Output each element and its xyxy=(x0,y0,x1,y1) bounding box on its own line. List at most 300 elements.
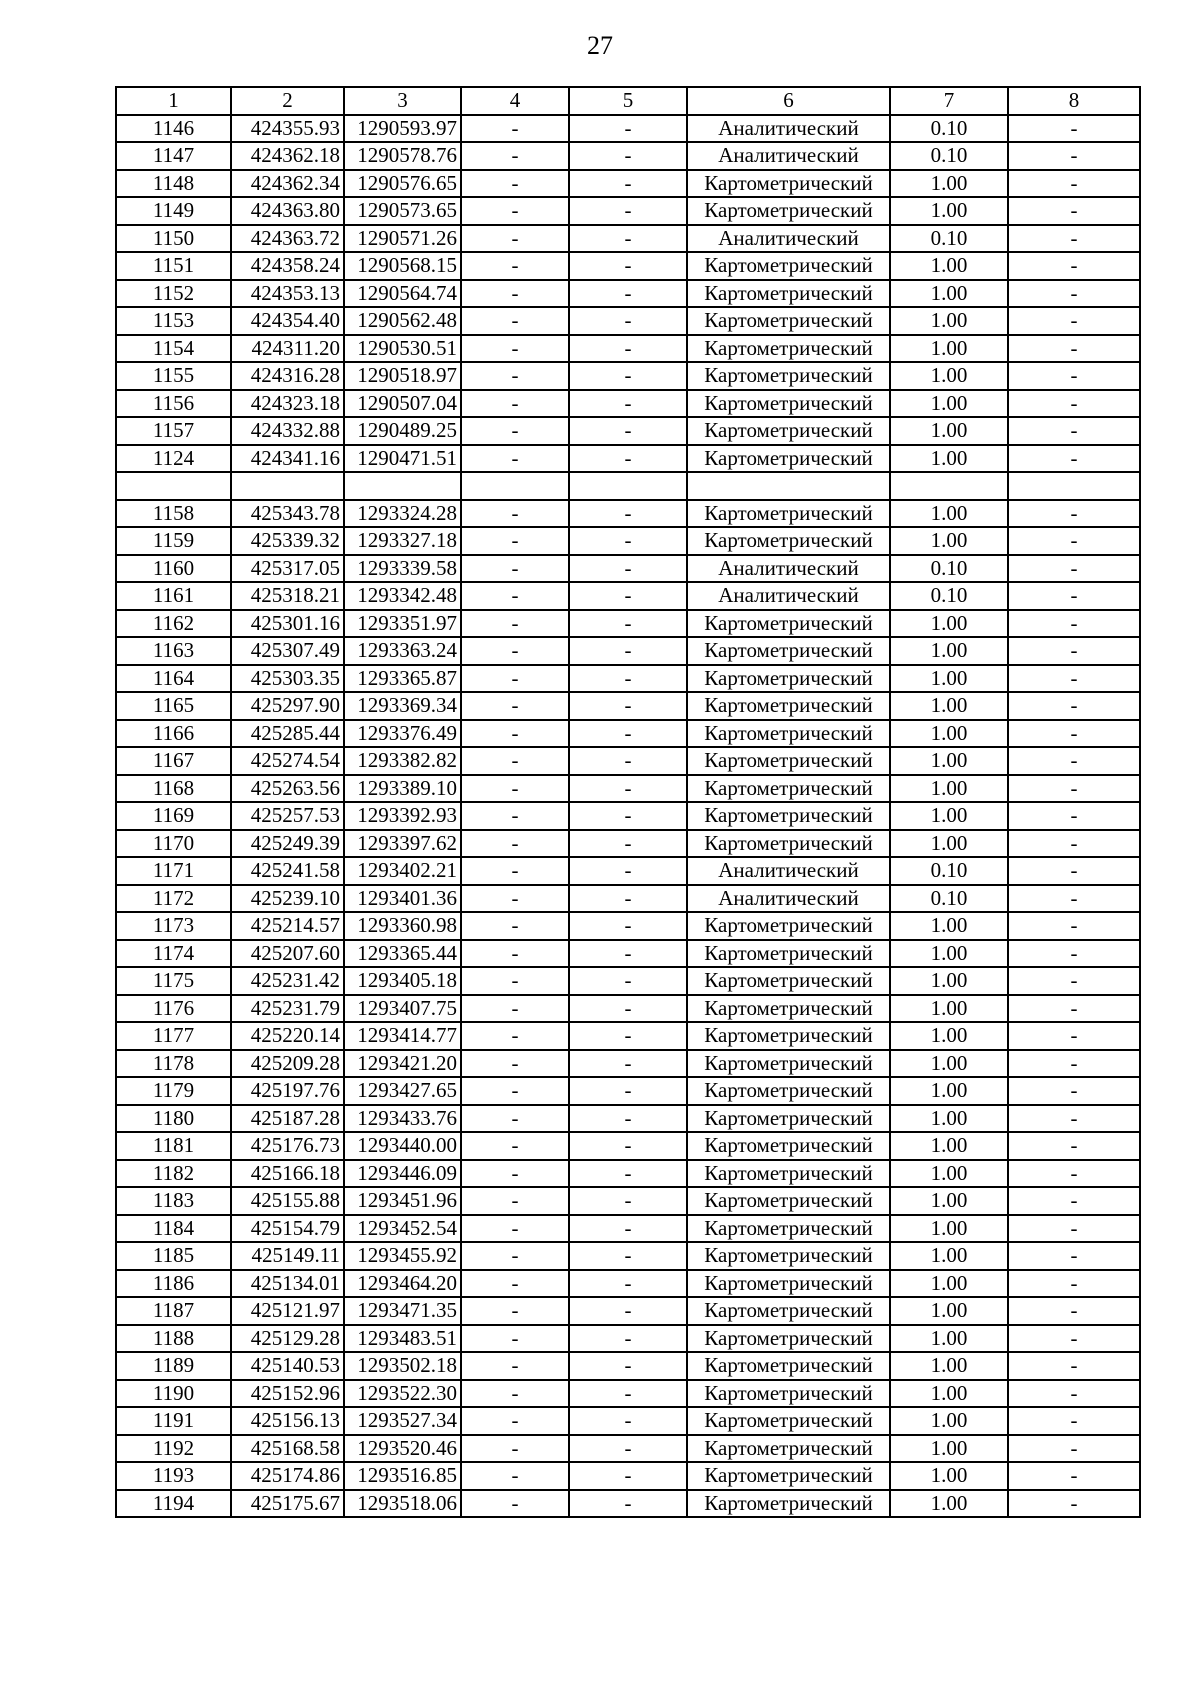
column-4-cell: - xyxy=(461,1105,569,1133)
method-cell: Картометрический xyxy=(687,665,890,693)
column-8-cell: - xyxy=(1008,1297,1140,1325)
table-row xyxy=(116,1215,1140,1243)
method-cell: Картометрический xyxy=(687,637,890,665)
method-cell: Картометрический xyxy=(687,830,890,858)
table-row xyxy=(116,1407,1140,1435)
y-coordinate-cell: 1293421.20 xyxy=(344,1050,461,1078)
point-number-cell: 1167 xyxy=(116,747,231,775)
point-number-cell: 1157 xyxy=(116,417,231,445)
column-5-cell: - xyxy=(569,1215,687,1243)
y-coordinate-cell: 1293518.06 xyxy=(344,1490,461,1518)
method-cell: Картометрический xyxy=(687,912,890,940)
method-cell: Картометрический xyxy=(687,802,890,830)
table-row xyxy=(116,830,1140,858)
accuracy-cell: 1.00 xyxy=(890,1077,1008,1105)
method-cell: Картометрический xyxy=(687,1407,890,1435)
table-row xyxy=(116,252,1140,280)
x-coordinate-cell: 425152.96 xyxy=(231,1380,344,1408)
y-coordinate-cell: 1293427.65 xyxy=(344,1077,461,1105)
column-5-cell xyxy=(569,472,687,500)
point-number-cell: 1185 xyxy=(116,1242,231,1270)
column-8-cell: - xyxy=(1008,555,1140,583)
accuracy-cell: 1.00 xyxy=(890,1407,1008,1435)
accuracy-cell: 1.00 xyxy=(890,940,1008,968)
column-4-cell: - xyxy=(461,417,569,445)
y-coordinate-cell: 1293464.20 xyxy=(344,1270,461,1298)
column-5-cell: - xyxy=(569,1132,687,1160)
column-4-cell: - xyxy=(461,582,569,610)
method-cell: Картометрический xyxy=(687,1297,890,1325)
point-number-cell: 1189 xyxy=(116,1352,231,1380)
point-number-cell: 1124 xyxy=(116,445,231,473)
accuracy-cell: 1.00 xyxy=(890,1325,1008,1353)
x-coordinate-cell: 424341.16 xyxy=(231,445,344,473)
x-coordinate-cell: 425149.11 xyxy=(231,1242,344,1270)
y-coordinate-cell: 1293440.00 xyxy=(344,1132,461,1160)
point-number-cell: 1153 xyxy=(116,307,231,335)
y-coordinate-cell: 1290578.76 xyxy=(344,142,461,170)
method-cell: Картометрический xyxy=(687,280,890,308)
method-cell: Картометрический xyxy=(687,720,890,748)
x-coordinate-cell: 425166.18 xyxy=(231,1160,344,1188)
column-8-cell: - xyxy=(1008,637,1140,665)
column-5-cell: - xyxy=(569,610,687,638)
y-coordinate-cell: 1293360.98 xyxy=(344,912,461,940)
x-coordinate-cell: 425231.79 xyxy=(231,995,344,1023)
table-row xyxy=(116,802,1140,830)
column-5-cell: - xyxy=(569,720,687,748)
column-4-cell xyxy=(461,472,569,500)
accuracy-cell: 1.00 xyxy=(890,1215,1008,1243)
y-coordinate-cell: 1293471.35 xyxy=(344,1297,461,1325)
column-4-cell: - xyxy=(461,1187,569,1215)
column-5-cell: - xyxy=(569,1435,687,1463)
accuracy-cell: 1.00 xyxy=(890,445,1008,473)
y-coordinate-cell: 1290489.25 xyxy=(344,417,461,445)
y-coordinate-cell: 1290564.74 xyxy=(344,280,461,308)
column-4-cell: - xyxy=(461,280,569,308)
accuracy-cell: 1.00 xyxy=(890,747,1008,775)
column-4-cell: - xyxy=(461,610,569,638)
point-number-cell: 1171 xyxy=(116,857,231,885)
accuracy-cell: 1.00 xyxy=(890,1435,1008,1463)
y-coordinate-cell xyxy=(344,472,461,500)
column-8-cell: - xyxy=(1008,307,1140,335)
x-coordinate-cell: 424316.28 xyxy=(231,362,344,390)
accuracy-cell: 1.00 xyxy=(890,1490,1008,1518)
point-number-cell: 1177 xyxy=(116,1022,231,1050)
x-coordinate-cell: 425129.28 xyxy=(231,1325,344,1353)
y-coordinate-cell: 1290571.26 xyxy=(344,225,461,253)
method-cell: Картометрический xyxy=(687,747,890,775)
column-4-cell: - xyxy=(461,885,569,913)
y-coordinate-cell: 1293516.85 xyxy=(344,1462,461,1490)
point-number-cell: 1174 xyxy=(116,940,231,968)
method-cell: Картометрический xyxy=(687,1215,890,1243)
column-4-cell: - xyxy=(461,857,569,885)
table-row xyxy=(116,472,1140,500)
table-row xyxy=(116,747,1140,775)
column-4-cell: - xyxy=(461,802,569,830)
y-coordinate-cell: 1293455.92 xyxy=(344,1242,461,1270)
y-coordinate-cell: 1293376.49 xyxy=(344,720,461,748)
column-5-cell: - xyxy=(569,940,687,968)
x-coordinate-cell: 425207.60 xyxy=(231,940,344,968)
point-number-cell: 1179 xyxy=(116,1077,231,1105)
accuracy-cell: 1.00 xyxy=(890,417,1008,445)
method-cell: Картометрический xyxy=(687,1187,890,1215)
column-8-cell: - xyxy=(1008,1077,1140,1105)
accuracy-cell: 0.10 xyxy=(890,857,1008,885)
accuracy-cell: 1.00 xyxy=(890,362,1008,390)
column-5-cell: - xyxy=(569,527,687,555)
column-8-cell: - xyxy=(1008,857,1140,885)
point-number-cell: 1162 xyxy=(116,610,231,638)
column-5-cell: - xyxy=(569,1270,687,1298)
point-number-cell: 1160 xyxy=(116,555,231,583)
column-8-cell: - xyxy=(1008,142,1140,170)
coordinates-table xyxy=(115,86,1141,1518)
table-row xyxy=(116,390,1140,418)
y-coordinate-cell: 1290518.97 xyxy=(344,362,461,390)
x-coordinate-cell: 425285.44 xyxy=(231,720,344,748)
accuracy-cell: 0.10 xyxy=(890,582,1008,610)
column-5-cell: - xyxy=(569,995,687,1023)
y-coordinate-cell: 1290576.65 xyxy=(344,170,461,198)
column-4-cell: - xyxy=(461,1050,569,1078)
column-5-cell: - xyxy=(569,555,687,583)
column-header: 8 xyxy=(1008,87,1140,115)
y-coordinate-cell: 1293389.10 xyxy=(344,775,461,803)
column-8-cell: - xyxy=(1008,335,1140,363)
column-4-cell: - xyxy=(461,1435,569,1463)
table-row xyxy=(116,1050,1140,1078)
point-number-cell: 1194 xyxy=(116,1490,231,1518)
column-4-cell: - xyxy=(461,1077,569,1105)
column-5-cell: - xyxy=(569,912,687,940)
x-coordinate-cell: 424363.72 xyxy=(231,225,344,253)
table-row xyxy=(116,527,1140,555)
column-5-cell: - xyxy=(569,967,687,995)
accuracy-cell: 1.00 xyxy=(890,390,1008,418)
column-4-cell: - xyxy=(461,170,569,198)
column-5-cell: - xyxy=(569,802,687,830)
column-4-cell: - xyxy=(461,940,569,968)
table-row xyxy=(116,197,1140,225)
table-row xyxy=(116,500,1140,528)
accuracy-cell: 0.10 xyxy=(890,885,1008,913)
x-coordinate-cell: 425155.88 xyxy=(231,1187,344,1215)
accuracy-cell: 1.00 xyxy=(890,1462,1008,1490)
x-coordinate-cell: 424353.13 xyxy=(231,280,344,308)
page-number: 27 xyxy=(587,31,613,60)
column-4-cell: - xyxy=(461,362,569,390)
x-coordinate-cell: 425209.28 xyxy=(231,1050,344,1078)
accuracy-cell: 1.00 xyxy=(890,692,1008,720)
y-coordinate-cell: 1293401.36 xyxy=(344,885,461,913)
method-cell: Картометрический xyxy=(687,610,890,638)
column-8-cell: - xyxy=(1008,225,1140,253)
method-cell: Картометрический xyxy=(687,1160,890,1188)
table-row xyxy=(116,362,1140,390)
method-cell: Картометрический xyxy=(687,390,890,418)
column-8-cell: - xyxy=(1008,665,1140,693)
y-coordinate-cell: 1293324.28 xyxy=(344,500,461,528)
column-8-cell: - xyxy=(1008,747,1140,775)
y-coordinate-cell: 1293433.76 xyxy=(344,1105,461,1133)
point-number-cell: 1166 xyxy=(116,720,231,748)
table-row xyxy=(116,1132,1140,1160)
table-row xyxy=(116,1462,1140,1490)
column-8-cell: - xyxy=(1008,995,1140,1023)
method-cell: Картометрический xyxy=(687,692,890,720)
accuracy-cell: 1.00 xyxy=(890,307,1008,335)
point-number-cell: 1146 xyxy=(116,115,231,143)
point-number-cell: 1186 xyxy=(116,1270,231,1298)
column-4-cell: - xyxy=(461,637,569,665)
y-coordinate-cell: 1293365.44 xyxy=(344,940,461,968)
x-coordinate-cell: 425121.97 xyxy=(231,1297,344,1325)
column-8-cell: - xyxy=(1008,390,1140,418)
column-5-cell: - xyxy=(569,170,687,198)
table-row xyxy=(116,967,1140,995)
x-coordinate-cell: 424332.88 xyxy=(231,417,344,445)
point-number-cell: 1169 xyxy=(116,802,231,830)
method-cell: Картометрический xyxy=(687,417,890,445)
accuracy-cell: 1.00 xyxy=(890,1187,1008,1215)
point-number-cell: 1172 xyxy=(116,885,231,913)
x-coordinate-cell: 425231.42 xyxy=(231,967,344,995)
x-coordinate-cell: 425297.90 xyxy=(231,692,344,720)
column-5-cell: - xyxy=(569,1077,687,1105)
column-8-cell: - xyxy=(1008,1435,1140,1463)
column-8-cell: - xyxy=(1008,885,1140,913)
column-8-cell: - xyxy=(1008,1352,1140,1380)
column-4-cell: - xyxy=(461,1380,569,1408)
point-number-cell: 1148 xyxy=(116,170,231,198)
method-cell: Аналитический xyxy=(687,582,890,610)
method-cell: Картометрический xyxy=(687,1325,890,1353)
method-cell: Картометрический xyxy=(687,1050,890,1078)
method-cell: Аналитический xyxy=(687,115,890,143)
x-coordinate-cell: 424358.24 xyxy=(231,252,344,280)
x-coordinate-cell: 425263.56 xyxy=(231,775,344,803)
point-number-cell: 1181 xyxy=(116,1132,231,1160)
point-number-cell: 1158 xyxy=(116,500,231,528)
column-5-cell: - xyxy=(569,142,687,170)
y-coordinate-cell: 1293446.09 xyxy=(344,1160,461,1188)
method-cell: Картометрический xyxy=(687,1352,890,1380)
y-coordinate-cell: 1293414.77 xyxy=(344,1022,461,1050)
point-number-cell: 1190 xyxy=(116,1380,231,1408)
method-cell: Аналитический xyxy=(687,885,890,913)
x-coordinate-cell: 425241.58 xyxy=(231,857,344,885)
column-5-cell: - xyxy=(569,197,687,225)
accuracy-cell: 1.00 xyxy=(890,1022,1008,1050)
table-row xyxy=(116,912,1140,940)
column-4-cell: - xyxy=(461,665,569,693)
column-8-cell: - xyxy=(1008,1462,1140,1490)
column-4-cell: - xyxy=(461,1325,569,1353)
table-row xyxy=(116,1077,1140,1105)
accuracy-cell: 1.00 xyxy=(890,610,1008,638)
accuracy-cell: 1.00 xyxy=(890,967,1008,995)
column-4-cell: - xyxy=(461,252,569,280)
column-4-cell: - xyxy=(461,527,569,555)
y-coordinate-cell: 1293520.46 xyxy=(344,1435,461,1463)
column-header: 1 xyxy=(116,87,231,115)
x-coordinate-cell: 425197.76 xyxy=(231,1077,344,1105)
column-8-cell: - xyxy=(1008,1105,1140,1133)
accuracy-cell: 1.00 xyxy=(890,1297,1008,1325)
column-5-cell: - xyxy=(569,500,687,528)
x-coordinate-cell: 425239.10 xyxy=(231,885,344,913)
y-coordinate-cell: 1293402.21 xyxy=(344,857,461,885)
column-4-cell: - xyxy=(461,1490,569,1518)
method-cell: Картометрический xyxy=(687,1462,890,1490)
column-8-cell: - xyxy=(1008,1187,1140,1215)
column-header: 7 xyxy=(890,87,1008,115)
table-row xyxy=(116,1352,1140,1380)
column-4-cell: - xyxy=(461,1407,569,1435)
column-5-cell: - xyxy=(569,1490,687,1518)
column-4-cell: - xyxy=(461,335,569,363)
y-coordinate-cell: 1293405.18 xyxy=(344,967,461,995)
x-coordinate-cell: 425214.57 xyxy=(231,912,344,940)
column-8-cell: - xyxy=(1008,830,1140,858)
column-5-cell: - xyxy=(569,225,687,253)
column-8-cell: - xyxy=(1008,500,1140,528)
table-row xyxy=(116,582,1140,610)
column-4-cell: - xyxy=(461,1022,569,1050)
x-coordinate-cell: 425156.13 xyxy=(231,1407,344,1435)
x-coordinate-cell: 425274.54 xyxy=(231,747,344,775)
column-4-cell: - xyxy=(461,225,569,253)
column-5-cell: - xyxy=(569,665,687,693)
column-5-cell: - xyxy=(569,1407,687,1435)
method-cell: Картометрический xyxy=(687,527,890,555)
column-4-cell: - xyxy=(461,445,569,473)
method-cell: Картометрический xyxy=(687,967,890,995)
method-cell: Картометрический xyxy=(687,940,890,968)
method-cell: Картометрический xyxy=(687,1022,890,1050)
table-row xyxy=(116,1160,1140,1188)
point-number-cell: 1191 xyxy=(116,1407,231,1435)
column-5-cell: - xyxy=(569,417,687,445)
column-8-cell: - xyxy=(1008,197,1140,225)
table-header-row xyxy=(116,87,1140,115)
point-number-cell: 1187 xyxy=(116,1297,231,1325)
x-coordinate-cell: 424323.18 xyxy=(231,390,344,418)
point-number-cell: 1159 xyxy=(116,527,231,555)
table-row xyxy=(116,995,1140,1023)
method-cell: Картометрический xyxy=(687,1270,890,1298)
x-coordinate-cell: 425134.01 xyxy=(231,1270,344,1298)
table-row xyxy=(116,1380,1140,1408)
accuracy-cell: 1.00 xyxy=(890,527,1008,555)
column-4-cell: - xyxy=(461,1215,569,1243)
column-header: 6 xyxy=(687,87,890,115)
column-4-cell: - xyxy=(461,747,569,775)
column-8-cell: - xyxy=(1008,1380,1140,1408)
method-cell: Картометрический xyxy=(687,1077,890,1105)
x-coordinate-cell: 425168.58 xyxy=(231,1435,344,1463)
column-4-cell: - xyxy=(461,720,569,748)
y-coordinate-cell: 1290593.97 xyxy=(344,115,461,143)
accuracy-cell: 1.00 xyxy=(890,1132,1008,1160)
y-coordinate-cell: 1290568.15 xyxy=(344,252,461,280)
column-5-cell: - xyxy=(569,775,687,803)
accuracy-cell: 1.00 xyxy=(890,1160,1008,1188)
column-4-cell: - xyxy=(461,1297,569,1325)
table-row xyxy=(116,335,1140,363)
point-number-cell: 1156 xyxy=(116,390,231,418)
column-header: 5 xyxy=(569,87,687,115)
x-coordinate-cell: 425220.14 xyxy=(231,1022,344,1050)
y-coordinate-cell: 1293522.30 xyxy=(344,1380,461,1408)
column-8-cell: - xyxy=(1008,1242,1140,1270)
x-coordinate-cell: 425187.28 xyxy=(231,1105,344,1133)
column-5-cell: - xyxy=(569,1297,687,1325)
point-number-cell: 1147 xyxy=(116,142,231,170)
method-cell: Картометрический xyxy=(687,1105,890,1133)
x-coordinate-cell: 424363.80 xyxy=(231,197,344,225)
column-5-cell: - xyxy=(569,1105,687,1133)
method-cell: Картометрический xyxy=(687,307,890,335)
x-coordinate-cell: 424311.20 xyxy=(231,335,344,363)
y-coordinate-cell: 1293369.34 xyxy=(344,692,461,720)
accuracy-cell: 1.00 xyxy=(890,1050,1008,1078)
column-5-cell: - xyxy=(569,1160,687,1188)
accuracy-cell: 0.10 xyxy=(890,555,1008,583)
point-number-cell: 1173 xyxy=(116,912,231,940)
accuracy-cell: 0.10 xyxy=(890,225,1008,253)
method-cell: Картометрический xyxy=(687,362,890,390)
column-8-cell: - xyxy=(1008,610,1140,638)
y-coordinate-cell: 1290530.51 xyxy=(344,335,461,363)
point-number-cell: 1163 xyxy=(116,637,231,665)
column-8-cell: - xyxy=(1008,1050,1140,1078)
accuracy-cell: 1.00 xyxy=(890,170,1008,198)
accuracy-cell: 0.10 xyxy=(890,115,1008,143)
point-number-cell: 1175 xyxy=(116,967,231,995)
column-header: 2 xyxy=(231,87,344,115)
method-cell: Аналитический xyxy=(687,857,890,885)
column-8-cell: - xyxy=(1008,802,1140,830)
y-coordinate-cell: 1293363.24 xyxy=(344,637,461,665)
column-8-cell: - xyxy=(1008,170,1140,198)
y-coordinate-cell: 1293527.34 xyxy=(344,1407,461,1435)
column-8-cell: - xyxy=(1008,1022,1140,1050)
column-8-cell: - xyxy=(1008,1160,1140,1188)
x-coordinate-cell: 424362.18 xyxy=(231,142,344,170)
point-number-cell: 1150 xyxy=(116,225,231,253)
column-8-cell: - xyxy=(1008,775,1140,803)
point-number-cell: 1178 xyxy=(116,1050,231,1078)
column-5-cell: - xyxy=(569,637,687,665)
x-coordinate-cell: 425249.39 xyxy=(231,830,344,858)
column-5-cell: - xyxy=(569,335,687,363)
accuracy-cell: 1.00 xyxy=(890,197,1008,225)
method-cell: Картометрический xyxy=(687,252,890,280)
column-4-cell: - xyxy=(461,1270,569,1298)
method-cell: Картометрический xyxy=(687,500,890,528)
point-number-cell: 1168 xyxy=(116,775,231,803)
column-header: 3 xyxy=(344,87,461,115)
method-cell: Картометрический xyxy=(687,1435,890,1463)
point-number-cell: 1192 xyxy=(116,1435,231,1463)
table-row xyxy=(116,940,1140,968)
